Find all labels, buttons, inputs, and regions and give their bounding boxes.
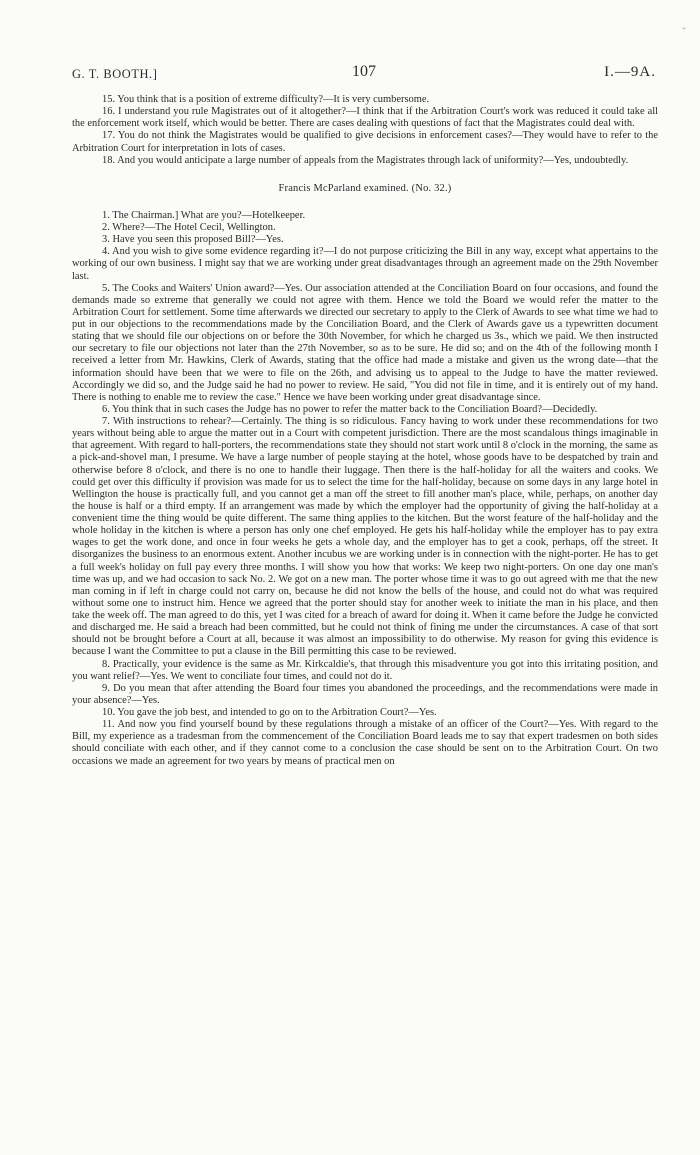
corner-mark: ˇ — [682, 26, 686, 38]
page-number: 107 — [352, 63, 376, 80]
paragraph: 9. Do you mean that after attending the Board four times you abandoned the proceedings, and the recommendations were made in your absence?—Yes. — [72, 682, 658, 706]
paragraph: 3. Have you seen this proposed Bill?—Yes. — [102, 234, 284, 246]
header-left: G. T. BOOTH.] — [72, 67, 158, 81]
paragraph: 2. Where?—The Hotel Cecil, Wellington. — [102, 222, 276, 233]
paragraph: 16. I understand you rule Magistrates out of it altogether?—I think that if the Arbitration Court's work was reduced it could take all the enforcement work itself, which would be better. There are cases dealing with questions of fact that the Magistrates could deal with. — [72, 106, 658, 130]
paragraph: 8. Practically, your evidence is the same as Mr. Kirkcaldie's, that through this misadventure you got into this irritating position, and you want relief?—Yes. We went to conciliate four times, and could not do it. — [72, 658, 658, 682]
paragraph: 15. You think that is a position of extreme difficulty?—It is very cumbersome. — [102, 94, 430, 105]
running-header — [72, 63, 656, 86]
paragraph: 18. And you would anticipate a large number of appeals from the Magistrates through lack of uniformity?—Yes, undoubtedly. — [102, 154, 629, 166]
section-heading: Francis McParland examined. (No. 32.) — [278, 182, 452, 194]
paragraph: 5. The Cooks and Waiters' Union award?—Yes. Our association attended at the Conciliation Board on four occasions, and found the demands made so extreme that generally we could not agree with them. Hence we told the Board we would refer the matter to the Arbitration Court for settlement. Some time afterwards we directed our secretary to apply to the Clerk of Awards to see what time we had to put in our objections to the recommendations made by the Conciliation Board, and the Clerk of Awards gave us a typewritten document stating that we should file our objections on or before the 30th November, for which he charged us 3s., which we paid. We then instructed our secretary to file our objections not later than the 27th November, so as to be sure. He did so; and on the 4th of the following month I received a letter from Mr. Hawkins, Clerk of Awards, stating that the office had made a mistake and given us the wrong date—that the information should have been that we were to file on the 26th, and advising us to appeal to the Judge to have the matter reviewed. Accordingly we did so, and the Judge said he had no power to review. He said, "You did not file in time, and it is entirely out of my hand. There is nothing to enable me to review the case." Hence we have been working under great disadvantage since. — [72, 282, 658, 403]
header-right: I.—9A. — [604, 64, 656, 80]
paragraph: 17. You do not think the Magistrates would be qualified to give decisions in enforcement cases?—They would have to refer to the Arbitration Court for interpretation in lots of cases. — [72, 130, 658, 154]
paragraph: 4. And you wish to give some evidence regarding it?—I do not purpose criticizing the Bill in any way, except what appertains to the working of our own business. I might say that we are working under great disadvantages through an agreement made on the 29th November last. — [72, 246, 658, 282]
paragraph: 7. With instructions to rehear?—Certainly. The thing is so ridiculous. Fancy having to work under these recommendations for two years without being able to argue the matter out in a Court with competent jurisdiction. There are the most scandalous things imaginable in that agreement. With regard to hall-porters, the recommendations state they should not start work until 8 o'clock in the morning, the same as a pick-and-shovel man, I presume. We have a large number of people staying at the hotel, whose goods have to be despatched by train and otherwise before 8 o'clock, and there is no one to handle their luggage. Then there is the half-holiday for all the waiters and cooks. We could get over this difficulty if provision was made for us to select the time for the half-holiday, because on some days in any large hotel in Wellington the house is practically full, and you cannot get a man off the street to fill another man's place, while, perhaps, on another day the house is half or a third empty. If an arrangement was made by which the employer had the opportunity of giving the half-holiday at a convenient time the thing would be quite different. The same thing applies to the kitchen. But the worst feature of the half-holiday and the whole holiday in the kitchen is where a person has only one chef employed. He gets his half-holiday while the employer has to pay extra wages to get the work done, and once in four weeks he gets a whole day, and the employer has to get a cook, perhaps, off the street. It disorganizes the business to an enormous extent. Another incubus we are working under is in connection with the night-porter. He has to get a full week's holiday on full pay every three months. I will show you how that works: We keep two night-porters. On one day one man's time was up, and we had occasion to sack No. 2. We got on a new man. The porter whose time it was to go out agreed with me that the new man coming in if left in charge could not carry on, because he did not know the bells of the house, and could not do what was required without some one to instruct him. Hence we agreed that the porter should stay for another week to initiate the man in his place, and then take the week off. The man agreed to do this, yet I was cited for a breach of award for doing it. When it came before the Judge he convicted and discharged me. He said a breach had been committed, but he could not think of fining me under the circumstances. A case of that sort should not be brought before a Court at all, because it was almost an impossibility to do otherwise. My reason for gving this evidence is because I want the Committee to put a clause in the Bill permitting this case to be reviewed. — [72, 416, 658, 658]
paragraph: 1. The Chairman.] What are you?—Hotelkeeper. — [102, 209, 306, 221]
paragraph: 11. And now you find yourself bound by these regulations through a mistake of an officer of the Court?—Yes. With regard to the Bill, my experience as a tradesman from the commencement of the Conciliation Board leads me to say that expert tradesmen on both sides should conciliate with each other, and if they cannot come to a conclusion the case should be sent on to the Arbitration Court. On two occasions we made an agreement for two years by means of practical men on — [72, 719, 658, 767]
paragraph: 10. You gave the job best, and intended to go on to the Arbitration Court?—Yes. — [102, 707, 437, 718]
paragraph: 6. You think that in such cases the Judge has no power to refer the matter back to the Conciliation Board?—Decidedly. — [102, 403, 598, 415]
document-body — [72, 94, 658, 768]
